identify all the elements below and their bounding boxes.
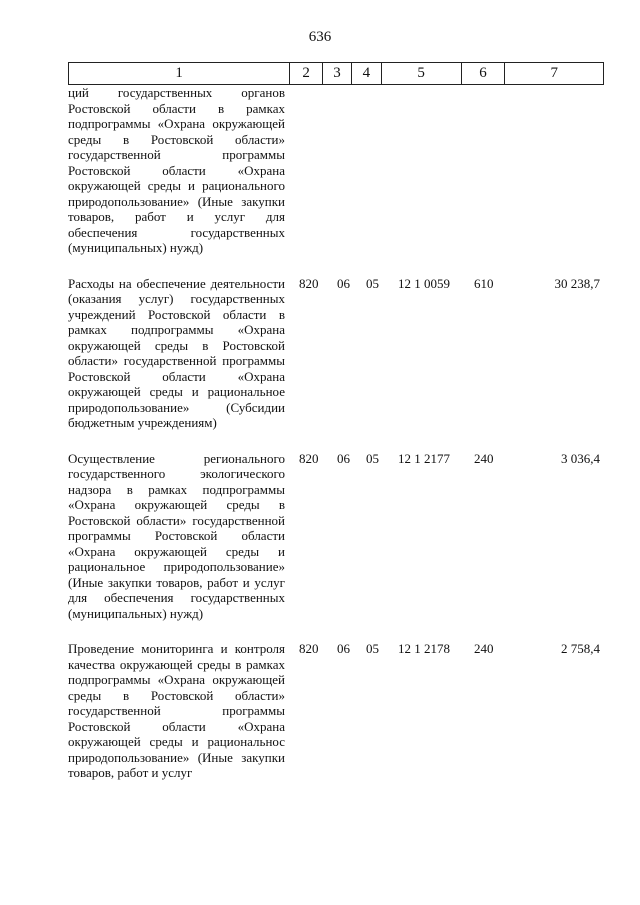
row-subsection: 05 (366, 450, 379, 466)
row-section: 06 (337, 641, 350, 656)
header-col-7: 7 (550, 65, 558, 81)
row-target: 12 1 2178 (398, 641, 450, 656)
row-section: 06 (337, 450, 350, 466)
header-col-5: 5 (382, 63, 462, 84)
row-amount: 3 036,4 (561, 450, 600, 466)
table-row (68, 85, 604, 256)
row-ministry: 820 (299, 275, 319, 291)
table-row (68, 641, 604, 781)
row-expense-type: 610 (474, 275, 494, 291)
header-col-2: 2 (290, 63, 323, 84)
table-row (68, 451, 604, 622)
page-number: 636 (308, 29, 332, 45)
header-col-3: 3 (323, 63, 352, 84)
row-subsection: 05 (366, 275, 379, 291)
row-target: 12 1 2177 (398, 450, 450, 466)
row-expense-type: 240 (474, 450, 494, 466)
row-expense-type: 240 (474, 641, 494, 656)
table-header (68, 62, 604, 85)
row-amount: 30 238,7 (554, 275, 600, 291)
row-subsection: 05 (366, 641, 379, 656)
row-description: Осуществление регионального государственного экологического надзора в рамках подпрограммы «Охрана окружающей среды в Ростовской области» государственной программы Ростовской области «Охрана окружающей среды и рациональное природопользование» (Иные закупки товаров, работ и услуг для обеспечения государственных (муниципальных) нужд) (68, 450, 285, 621)
header-col-1: 1 (69, 63, 290, 84)
row-target: 12 1 0059 (398, 275, 450, 291)
row-amount: 2 758,4 (561, 641, 600, 656)
row-ministry: 820 (299, 450, 319, 466)
row-section: 06 (337, 275, 350, 291)
table-row (68, 276, 604, 431)
row-description: Проведение мониторинга и контроля качества окружающей среды в рамках подпрограммы «Охрана окружающей среды в Ростовской области» государственной программы Ростовской области «Охрана окружающей среды и рациональнос природопользование» (Иные закупки товаров, работ и услуг (68, 641, 285, 780)
row-description: ций государственных органов Ростовской области в рамках подпрограммы «Охрана окружающей среды в Ростовской области» государственной программы Ростовской области «Охрана окружающей среды и рационального природопользование» (Иные закупки товаров, работ и услуг для обеспечения государственных (муниципальных) нужд) (68, 85, 285, 255)
table-body (68, 85, 604, 781)
row-ministry: 820 (299, 641, 319, 656)
header-col-4: 4 (352, 63, 382, 84)
header-col-6: 6 (462, 63, 506, 84)
row-description: Расходы на обеспечение деятельности (оказания услуг) государственных учреждений Ростовской области в рамках подпрограммы «Охрана окружающей среды в Ростовской области» государственной программы Ростовской области «Охрана окружающей среды и рациональное природопользование» (Субсидии бюджетным учреждениям) (68, 275, 285, 430)
